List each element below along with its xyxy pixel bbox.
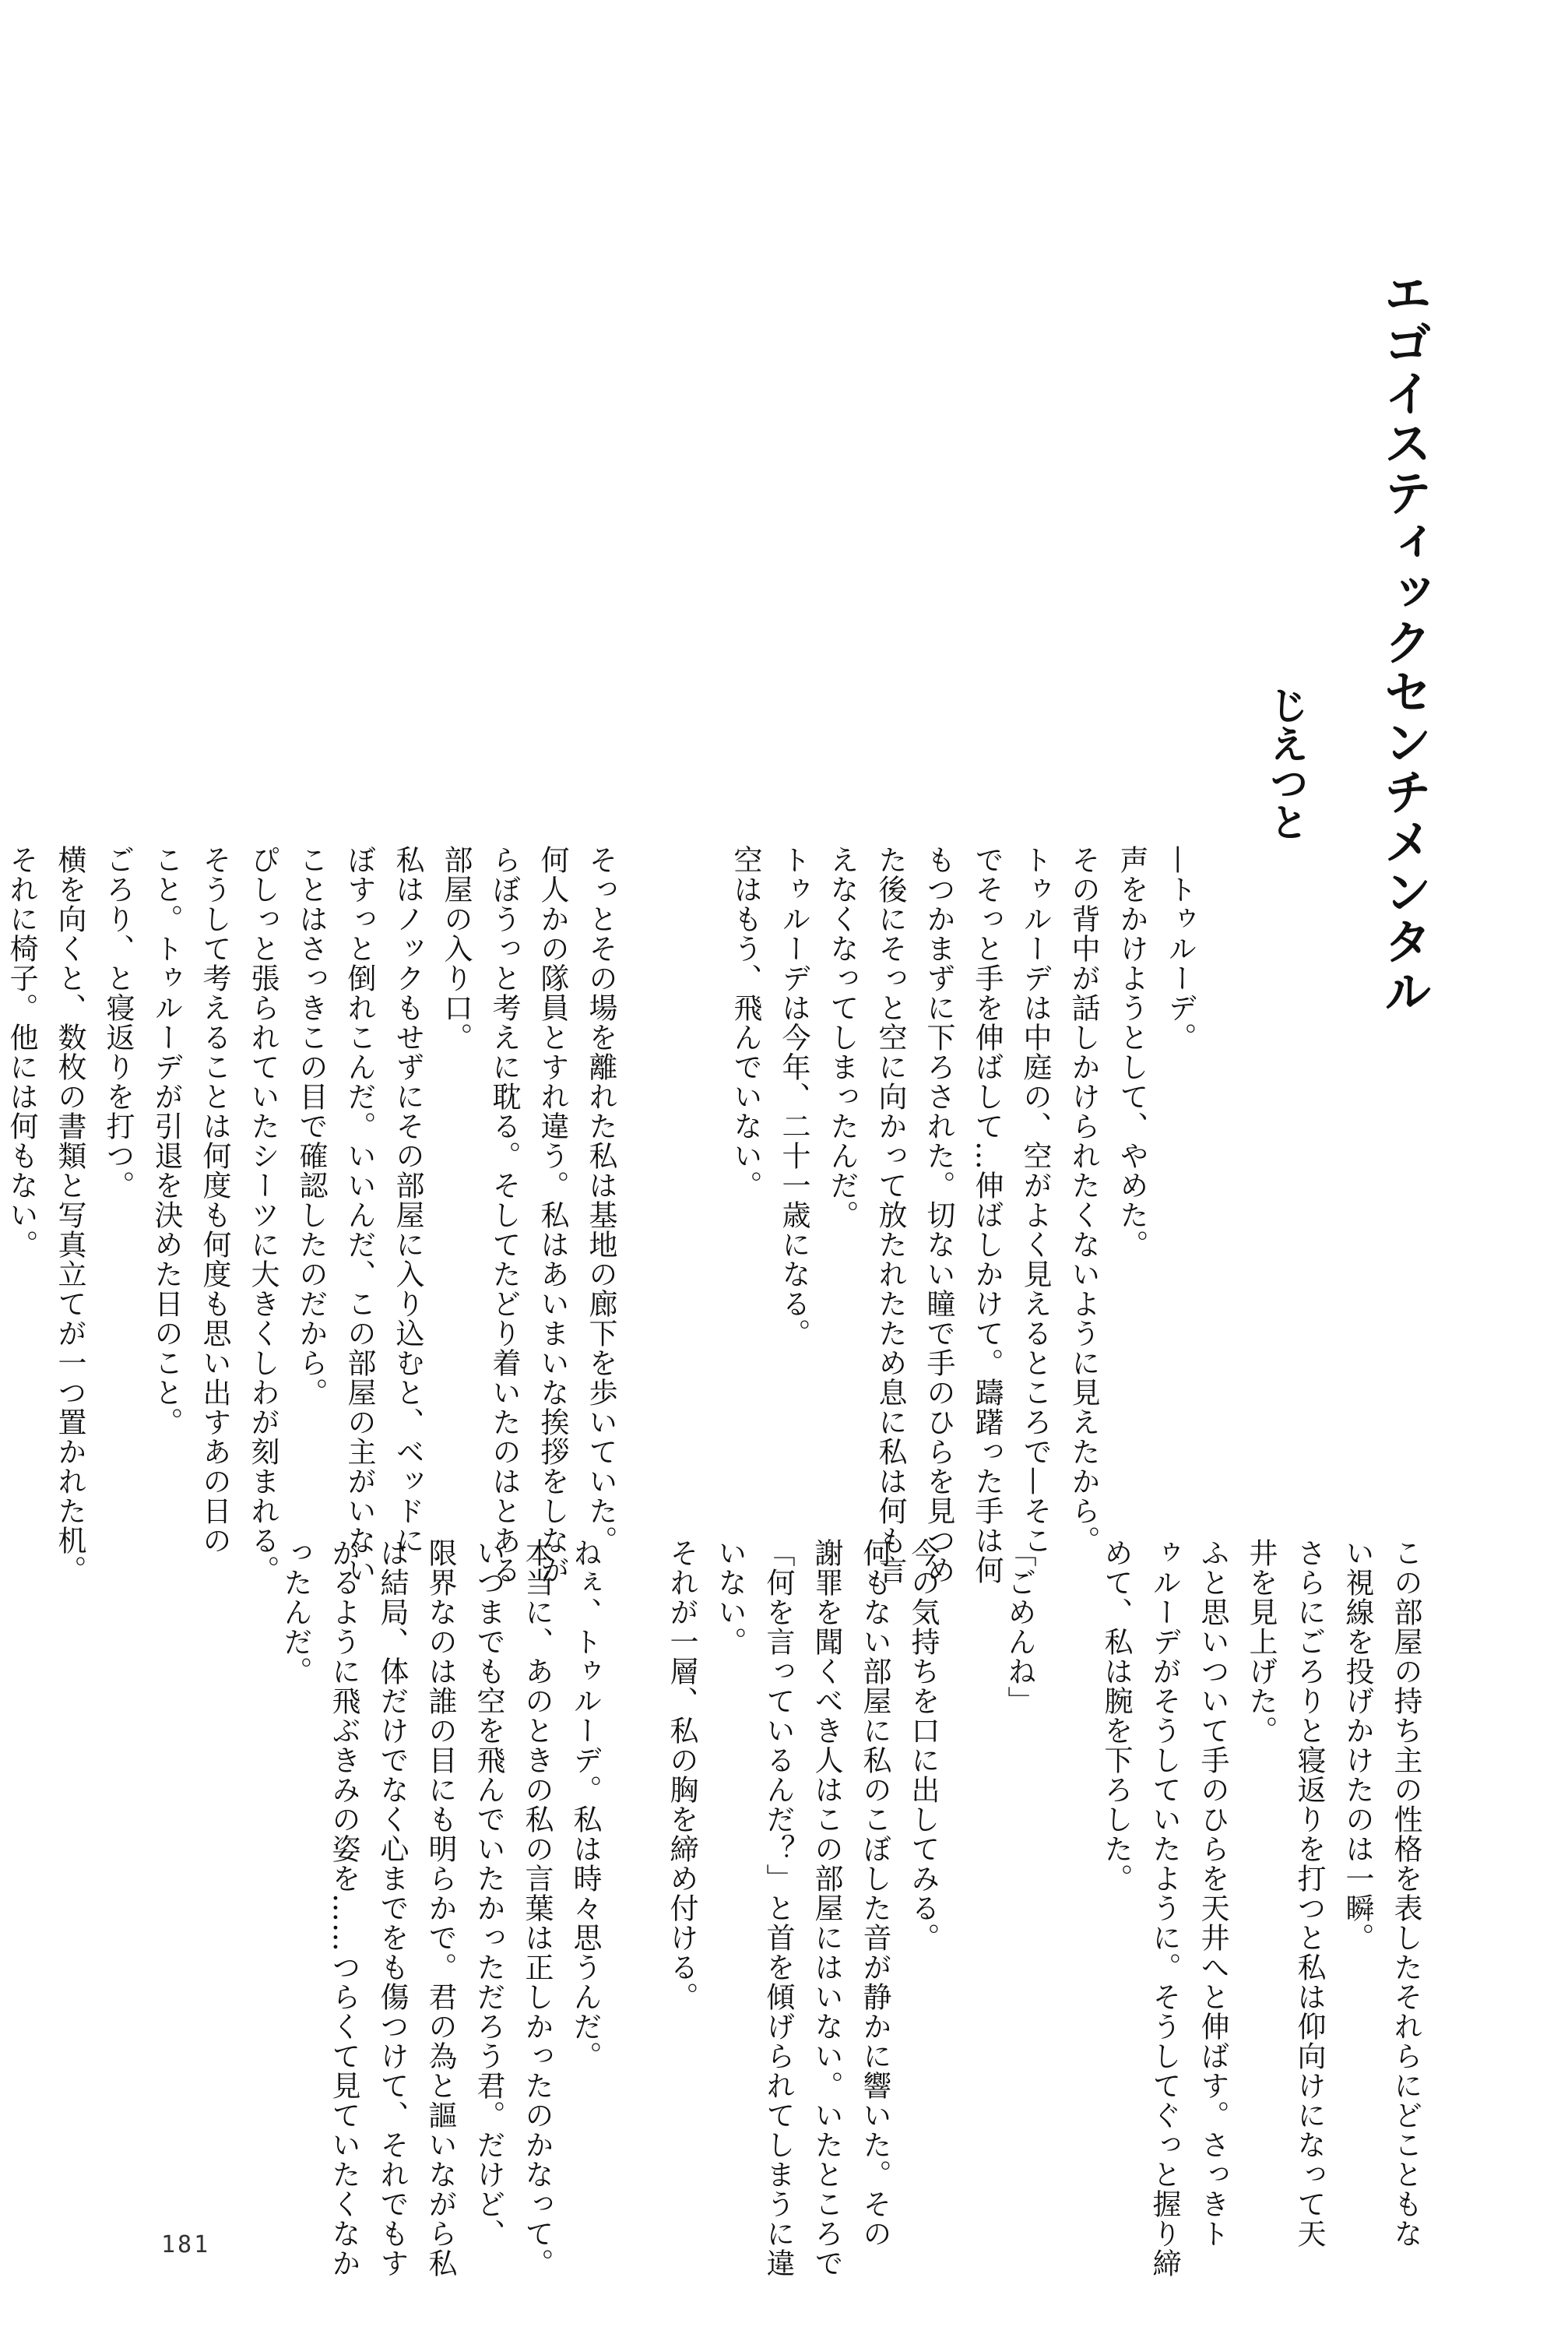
author-name: じえつと bbox=[1264, 685, 1309, 841]
text-line: ゥルーデがそうしていたように。そうしてぐっと握り締 bbox=[1148, 1538, 1181, 2278]
text-line: トゥルーデは今年、二十一歳になる。 bbox=[777, 845, 810, 1348]
text-line bbox=[673, 845, 721, 1585]
text-line: 私はノックもせずにその部屋に入り込むと、ベッドに bbox=[391, 845, 424, 1555]
text-line: 井を見上げた。 bbox=[1244, 1538, 1278, 1745]
text-line: いない。 bbox=[713, 1538, 747, 1656]
text-line: 謝罪を聞くべき人はこの部屋にはいない。いたところで bbox=[810, 1538, 843, 2278]
text-line: その背中が話しかけられたくないように見えたから。 bbox=[1067, 845, 1100, 1555]
text-line: 「何を言っているんだ？」と首を傾げられてしまうに違 bbox=[761, 1538, 795, 2278]
text-line: それが一層、私の胸を締め付ける。 bbox=[665, 1538, 698, 2012]
text-line: この部屋の持ち主の性格を表したそれらにどこともな bbox=[1389, 1538, 1422, 2248]
text-line: ごろり、と寝返りを打つ。 bbox=[101, 845, 135, 1200]
text-line: 空はもう、飛んでいない。 bbox=[729, 845, 762, 1200]
text-line: は結局、体だけでなく心までをも傷つけて、それでもす bbox=[375, 1538, 409, 2278]
text-line bbox=[947, 1538, 995, 2278]
text-line: た後にそっと空に向かって放たれたため息に私は何も言 bbox=[874, 845, 907, 1585]
text-line: 何人かの隊員とすれ違う。私はあいまいな挨拶をしなが bbox=[536, 845, 569, 1585]
story-title: エゴイスティックセンチメンタル bbox=[1376, 269, 1433, 1016]
text-line: 本当に、あのときの私の言葉は正しかったのかなって。 bbox=[520, 1538, 554, 2278]
text-line: でそっと手を伸ばして…伸ばしかけて。躊躇った手は何 bbox=[970, 845, 1004, 1585]
text-line bbox=[609, 1538, 657, 2278]
text-line: トゥルーデは中庭の、空がよく見えるところで—そこ bbox=[1018, 845, 1052, 1555]
text-line: 横を向くと、数枚の書類と写真立てが一つ置かれた机。 bbox=[53, 845, 86, 1585]
body-text-top bbox=[0, 845, 1204, 1585]
text-line: そうして考えることは何度も何度も思い出すあの日の bbox=[198, 845, 231, 1555]
text-line: えなくなってしまったんだ。 bbox=[825, 845, 859, 1230]
text-line: それに椅子。他には何もない。 bbox=[5, 845, 38, 1259]
text-line: 「ごめんね」 bbox=[1003, 1538, 1036, 1716]
text-line: ぼすっと倒れこんだ。いいんだ、この部屋の主がいない bbox=[343, 845, 376, 1585]
text-line: ふと思いついて手のひらを天井へと伸ばす。さっきト bbox=[1196, 1538, 1229, 2248]
text-line: こと。トゥルーデが引退を決めた日のこと。 bbox=[149, 845, 183, 1437]
text-line: 声をかけようとして、やめた。 bbox=[1115, 845, 1148, 1259]
text-line: いつまでも空を飛んでいたかっただろう君。だけど、 bbox=[472, 1538, 505, 2248]
text-line: ったんだ。 bbox=[279, 1538, 312, 1686]
text-line: がるように飛ぶきみの姿を……つらくて見ていたくなか bbox=[327, 1538, 360, 2278]
text-line: さらにごろりと寝返りを打つと私は仰向けになって天 bbox=[1292, 1538, 1326, 2248]
text-line: 限界なのは誰の目にも明らかで。君の為と謳いながら私 bbox=[424, 1538, 457, 2278]
text-line: —トゥルーデ。 bbox=[1163, 845, 1197, 1052]
page-number: 181 bbox=[161, 2231, 211, 2258]
text-line: 何もない部屋に私のこぼした音が静かに響いた。その bbox=[858, 1538, 891, 2248]
text-line: めて、私は腕を下ろした。 bbox=[1099, 1538, 1133, 1893]
text-line: そっとその場を離れた私は基地の廊下を歩いていた。 bbox=[584, 845, 617, 1555]
text-line bbox=[624, 845, 673, 1585]
text-line: い視線を投げかけたのは一瞬。 bbox=[1341, 1538, 1374, 1952]
text-line: ねぇ、トゥルーデ。私は時々思うんだ。 bbox=[568, 1538, 602, 2071]
text-line: らぼうっと考えに耽る。そしてたどり着いたのはとある bbox=[487, 845, 521, 1585]
body-text-bottom bbox=[271, 1538, 1429, 2278]
text-line: ぴしっと張られていたシーツに大きくしわが刻まれる。 bbox=[246, 845, 279, 1585]
text-line: ことはさっきこの目で確認したのだから。 bbox=[294, 845, 328, 1407]
text-line: 今の気持ちを口に出してみる。 bbox=[906, 1538, 940, 1952]
text-line: もつかまずに下ろされた。切ない瞳で手のひらを見つめ bbox=[922, 845, 955, 1585]
text-line bbox=[1043, 1538, 1092, 2278]
text-line: 部屋の入り口。 bbox=[439, 845, 473, 1052]
